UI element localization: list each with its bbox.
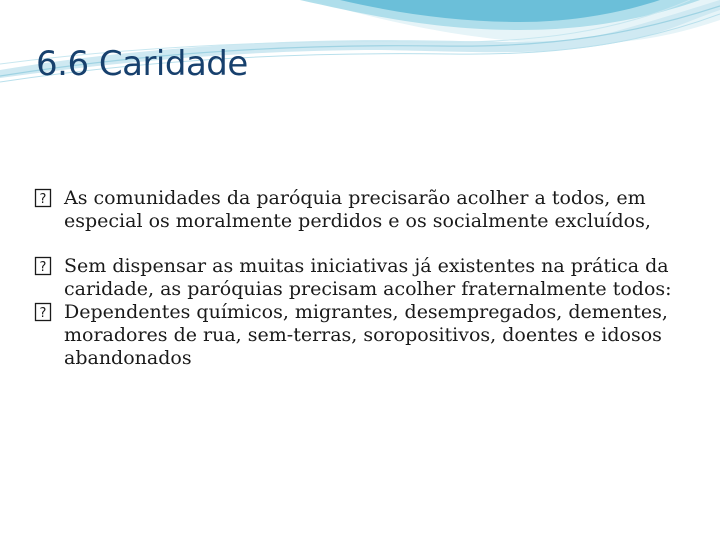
svg-text:?: ? bbox=[39, 306, 47, 321]
svg-text:?: ? bbox=[39, 192, 47, 207]
replacement-glyph-icon bbox=[34, 188, 52, 208]
replacement-glyph-icon bbox=[34, 256, 52, 276]
bullet-item bbox=[34, 187, 684, 233]
bullet-list bbox=[34, 187, 684, 370]
bullet-item bbox=[34, 301, 684, 370]
bullet-text: Sem dispensar as muitas iniciativas já existentes na prática da caridade, as paróquias precisam acolher fraternalmente todos: bbox=[64, 255, 672, 300]
bullet-text: Dependentes químicos, migrantes, desempregados, dementes, moradores de rua, sem-terras, soropositivos, doentes e idosos abandonados bbox=[64, 301, 668, 369]
replacement-glyph-icon bbox=[34, 302, 52, 322]
bullet-text: As comunidades da paróquia precisarão acolher a todos, em especial os moralmente perdidos e os socialmente excluídos, bbox=[64, 187, 651, 232]
slide-title: 6.6 Caridade bbox=[36, 44, 248, 84]
svg-text:?: ? bbox=[39, 260, 47, 275]
bullet-item bbox=[34, 255, 684, 301]
